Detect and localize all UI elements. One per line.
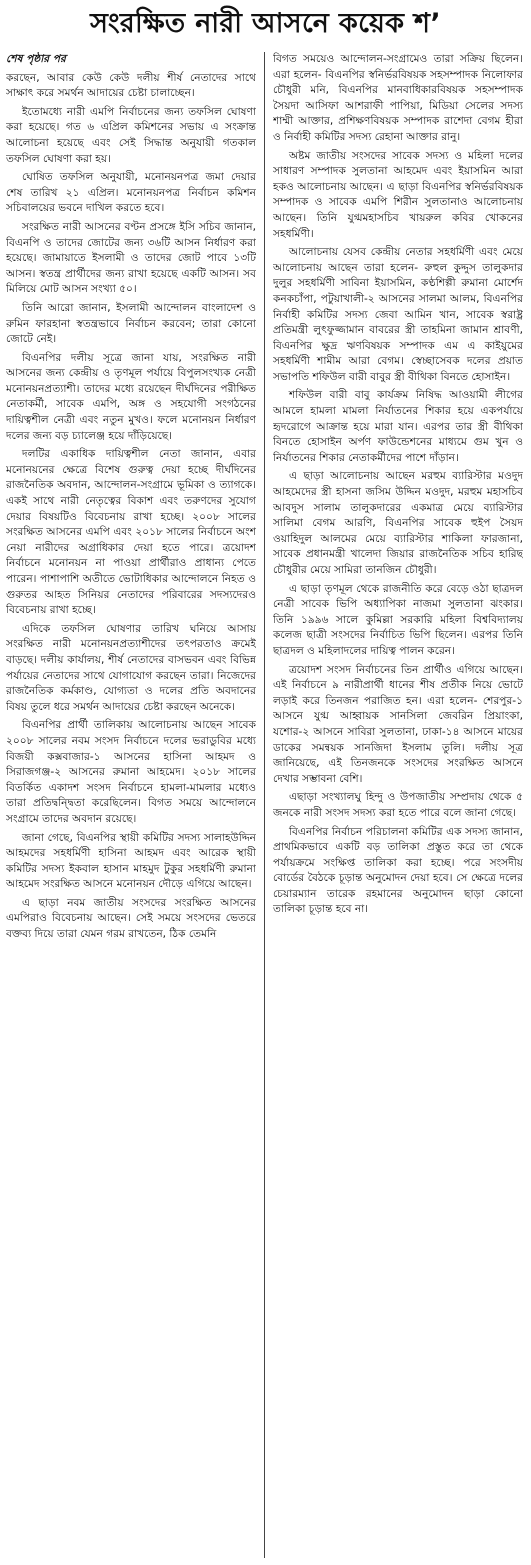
paragraph: এছাড়া সংখ্যালঘু হিন্দু ও উপজাতীয় সম্প্রদায় থেকে ৫ জনকে নারী সংসদ সদস্য করা হতে পারে বলে জানা গেছে। <box>273 791 523 819</box>
continuation-label: শেষ পৃষ্ঠার পর <box>6 53 66 65</box>
paragraph: বিগত সময়েও আন্দোলন-সংগ্রামেও তারা সক্রিয় ছিলেন। এরা হলেন- বিএনপির স্বনির্ভরবিষয়ক সহসম্পাদক নিলোফার চৌধুরী মনি, বিএনপির মানবাধিকারবিষয়ক সহসম্পাদক সৈয়দা আসিফা আশরাফী পাপিয়া, মিডিয়া সেলের সদস্য শাম্মী আক্তার, প্রশিক্ষণবিষয়ক সম্পাদক রাশেদা বেগম হীরা ও নির্বাহী কমিটির সদস্য রেহানা আক্তার রানু। <box>273 53 523 143</box>
paragraph: এ ছাড়া তৃণমূল থেকে রাজনীতি করে বেড়ে ওঠা ছাত্রদল নেত্রী সাবেক ভিপি অধ্যাপিকা নাজমা সুলতানা ঝংকার। তিনি ১৯৯৬ সালে কুমিল্লা সরকারি মহিলা বিশ্ববিদ্যালয় কলেজ ছাত্রী সংসদের নির্বাচিত ভিপি ছিলেন। এরপর তিনি ছাত্রদল ও মহিলাদলের দায়িত্ব পালন করেন। <box>273 582 523 657</box>
paragraph: অষ্টম জাতীয় সংসদের সাবেক সদস্য ও মহিলা দলের সাধারণ সম্পাদক সুলতানা আহমেদ এবং ইয়াসমিন আরা হকও আলোচনায় আছেন। এ ছাড়া বিএনপির স্বনির্ভরবিষয়ক সম্পাদক ও সাবেক এমপি শিরীন সুলতানাও আলোচনায় আছেন। তিনি যুগ্মমহাসচিব খায়রুল কবির খোকনের সহধর্মিণী। <box>273 149 523 240</box>
column-divider <box>264 52 265 1558</box>
paragraph: বিএনপির প্রার্থী তালিকায় আলোচনায় আছেন সাবেক ২০০৮ সালের নবম সংসদ নির্বাচনে দলের ভরাডুবির মধ্যে বিজয়ী কক্সবাজার-১ আসনের হাসিনা আহমদ ও সিরাজগঞ্জ-২ আসনের রুমানা আহমেদ। ২০১৮ সালের বিতর্কিত একাদশ সংসদ নির্বাচনে হামলা-মামলার মধ্যেও তারা প্রতিদ্বন্দ্বিতা করেছিলেন। বিগত সময়ে আন্দোলনে সংগ্রামে তাদের অবদান রয়েছে। <box>6 719 256 825</box>
paragraph: ত্রয়োদশ সংসদ নির্বাচনের তিন প্রার্থীও এগিয়ে আছেন। এই নির্বাচনে ৯ নারীপ্রার্থী ধানের শীষ প্রতীক নিয়ে ভোটে লড়াই করে তিনজন পরাজিত হন। এরা হলেন- শেরপুর-১ আসনে যুগ্ম আহ্বায়ক সানসিলা জেবরিন প্রিয়াংকা, যশোর-২ আসনে সাবিরা সুলতানা, ঢাকা-১৪ আসনে মায়ের ডাকের সমন্বয়ক সানজিদা ইসলাম তুলি। দলীয় সূত্র জানিয়েছে, এই তিনজনকে সংসদের সংরক্ষিত আসনে দেখার সম্ভাবনা বেশি। <box>273 663 523 785</box>
paragraph: ঘোষিত তফসিল অনুযায়ী, মনোনয়নপত্র জমা দেয়ার শেষ তারিখ ২১ এপ্রিল। মনোনয়নপত্র নির্বাচন কমিশন সচিবালয়ের ভবনে দাখিল করতে হবে। <box>6 171 256 215</box>
article-column-left <box>6 52 256 1558</box>
paragraph: আলোচনায় যেসব কেন্দ্রীয় নেতার সহধর্মিণী এবং মেয়ে আলোচনায় আছেন তারা হলেন- রুহুল কুদ্দুস তালুকদার দুলুর সহধর্মিণী সাবিনা ইয়াসমিন, কণ্ঠশিল্পী রুমানা মোর্শেদ কনকচাঁপা, পটুয়াখালী-২ আসনের সালমা আলম, বিএনপির নির্বাহী কমিটির সদস্য জেবা আমিন খান, সাবেক স্বরাষ্ট্র প্রতিমন্ত্রী লুৎফুজ্জামান বাবরের স্ত্রী তাহমিনা জামান শ্রাবণী, বিএনপির ক্ষুদ্র ঋণবিষয়ক সম্পাদক এম এ কাইয়ুমের সহধর্মিণী শামীম আরা বেগম। স্বেচ্ছাসেবক দলের প্রয়াত সভাপতি শফিউল বারী বাবুর স্ত্রী বীথিকা বিনতে হোসাইন। <box>273 246 523 383</box>
paragraph: ইতোমধ্যে নারী এমপি নির্বাচনের জন্য তফসিল ঘোষণা করা হয়েছে। গত ৬ এপ্রিল কমিশনের সভায় এ সংক্রান্ত আলোচনা হয়েছে এবং সেই সিদ্ধান্ত অনুযায়ী গতকাল তফসিল ঘোষণা করা হয়। <box>6 105 256 165</box>
paragraph: এ ছাড়া আলোচনায় আছেন মরহুম ব্যারিস্টার মওদুদ আহমেদের স্ত্রী হাসনা জসিম উদ্দিন মওদুদ, মরহুম মহাসচিব আবদুস সালাম তালুকদারের একমাত্র মেয়ে ব্যারিস্টার সালিমা বেগম আরণি, বিএনপির সাবেক হুইপ সৈয়দ ওয়াহিদুল আলমের মেয়ে ব্যারিস্টার শাকিলা ফারজানা, সাবেক প্রধানমন্ত্রী খালেদা জিয়ার রাজনৈতিক সচিব হারিছ চৌধুরীর মেয়ে সামিরা তানজিন চৌধুরী। <box>273 470 523 576</box>
headline: সংরক্ষিত নারী আসনে কয়েক শ’ <box>90 8 441 39</box>
paragraph: তিনি আরো জানান, ইসলামী আন্দোলন বাংলাদেশ ও রুমিন ফারহানা স্বতন্ত্রভাবে নির্বাচন করবেন; তারা কোনো জোটে নেই। <box>6 301 256 346</box>
paragraph: করছেন, আবার কেউ কেউ দলীয় শীর্ষ নেতাদের সাথে সাক্ষাৎ করে সমর্থন আদায়ের চেষ্টা চালাচ্ছেন। <box>6 71 256 100</box>
article-column-right <box>273 52 523 1558</box>
paragraph: দলটির একাধিক দায়িত্বশীল নেতা জানান, এবার মনোনয়নের ক্ষেত্রে বিশেষ গুরুত্ব দেয়া হচ্ছে দীর্ঘদিনের রাজনৈতিক অবদান, আন্দোলন-সংগ্রামে ভূমিকা ও ত্যাগকে। একই সাথে নারী নেতৃত্বের বিকাশ এবং তরুণদের সুযোগ দেয়ার বিষয়টিও বিবেচনায় রাখা হচ্ছে। ২০০৮ সালের সংরক্ষিত আসনের এমপি এবং ২০১৮ সালের নির্বাচনে অংশ নেয়া নারীদের অগ্রাধিকার দেয়া হতে পারে। ত্রয়োদশ নির্বাচনে মনোনয়ন না পাওয়া প্রার্থীরাও প্রাধান্য পেতে পারেন। পাশাপাশি অতীতে ভোটাধিকার আন্দোলনে নিহত ও গুরুতর আহত সিনিয়র নেতাদের পরিবারের সদস্যদেরও বিবেচনায় রাখা হচ্ছে। <box>6 448 256 617</box>
paragraph: বিএনপির নির্বাচন পরিচালনা কমিটির এক সদস্য জানান, প্রাথমিকভাবে একটি বড় তালিকা প্রস্তুত করে তা থেকে পর্যায়ক্রমে সংক্ষিপ্ত তালিকা করা হচ্ছে। পরে সংসদীয় বোর্ডের বৈঠকে চূড়ান্ত অনুমোদন দেয়া হবে। সে ক্ষেত্রে দলের চেয়ারম্যান তারেক রহমানের অনুমোদন ছাড়া কোনো তালিকা চূড়ান্ত হবে না। <box>273 825 523 916</box>
paragraph: এ ছাড়া নবম জাতীয় সংসদের সংরক্ষিত আসনের এমপিরাও বিবেচনায় আছেন। সেই সময়ে সংসদের ভেতরে বক্তব্য দিয়ে তারা যেমন গরম রাখতেন, ঠিক তেমনি <box>6 896 256 941</box>
paragraph: সংরক্ষিত নারী আসনের বণ্টন প্রসঙ্গে ইসি সচিব জানান, বিএনপি ও তাদের জোটের জন্য ৩৬টি আসন নির্ধারণ করা হয়েছে। জামায়াতে ইসলামী ও তাদের জোট পাবে ১৩টি আসন। স্বতন্ত্র প্রার্থীদের জন্য রাখা হয়েছে একটি আসন। সব মিলিয়ে মোট আসন সংখ্যা ৫০। <box>6 220 256 296</box>
paragraph: বিএনপির দলীয় সূত্রে জানা যায়, সংরক্ষিত নারী আসনের জন্য কেন্দ্রীয় ও তৃণমূল পর্যায়ে বিপুলসংখ্যক নেত্রী মনোনয়নপ্রত্যাশী। তাদের মধ্যে রয়েছেন দীর্ঘদিনের পরীক্ষিত নেতাকর্মী, সাবেক এমপি, অঙ্গ ও সহযোগী সংগঠনের দায়িত্বশীল নেত্রী এবং নতুন মুখও। ফলে মনোনয়ন নির্ধারণ দলের জন্য বড় চ্যালেঞ্জ হয়ে দাঁড়িয়েছে। <box>6 351 256 442</box>
paragraph: শফিউল বারী বাবু কার্যক্রম নিষিদ্ধ আওয়ামী লীগের আমলে হামলা মামলা নির্যাতনের শিকার হয়ে একপর্যায়ে হৃদরোগে আক্রান্ত হয়ে মারা যান। এরপর তার স্ত্রী বীথিকা বিনতে হোসাইন অর্পণ ফাউন্ডেশনের মাধ্যমে গুম খুন ও নির্যাতনের শিকার নেতাকর্মীদের পাশে দাঁড়ান। <box>273 389 523 464</box>
paragraph: এদিকে তফসিল ঘোষণার তারিখ ঘনিয়ে আসায় সংরক্ষিত নারী মনোনয়নপ্রত্যাশীদের তৎপরতাও ক্রমেই বাড়ছে। দলীয় কার্যালয়, শীর্ষ নেতাদের বাসভবন এবং বিভিন্ন পর্যায়ের নেতাদের সাথে যোগাযোগ করছেন তারা। নিজেদের রাজনৈতিক কর্মকাণ্ড, যোগ্যতা ও দলের প্রতি অবদানের বিষয় তুলে ধরে সমর্থন আদায়ের চেষ্টা করছেন অনেকে। <box>6 622 256 713</box>
paragraph: জানা গেছে, বিএনপির স্থায়ী কমিটির সদস্য সালাহউদ্দিন আহমদের সহধর্মিণী হাসিনা আহমদ এবং আরেক স্থায়ী কমিটির সদস্য ইকবাল হাসান মাহমুদ টুকুর সহধর্মিণী রুমানা আহমেদ সংরক্ষিত আসনে মনোনয়ন দৌড়ে এগিয়ে আছেন। <box>6 831 256 891</box>
